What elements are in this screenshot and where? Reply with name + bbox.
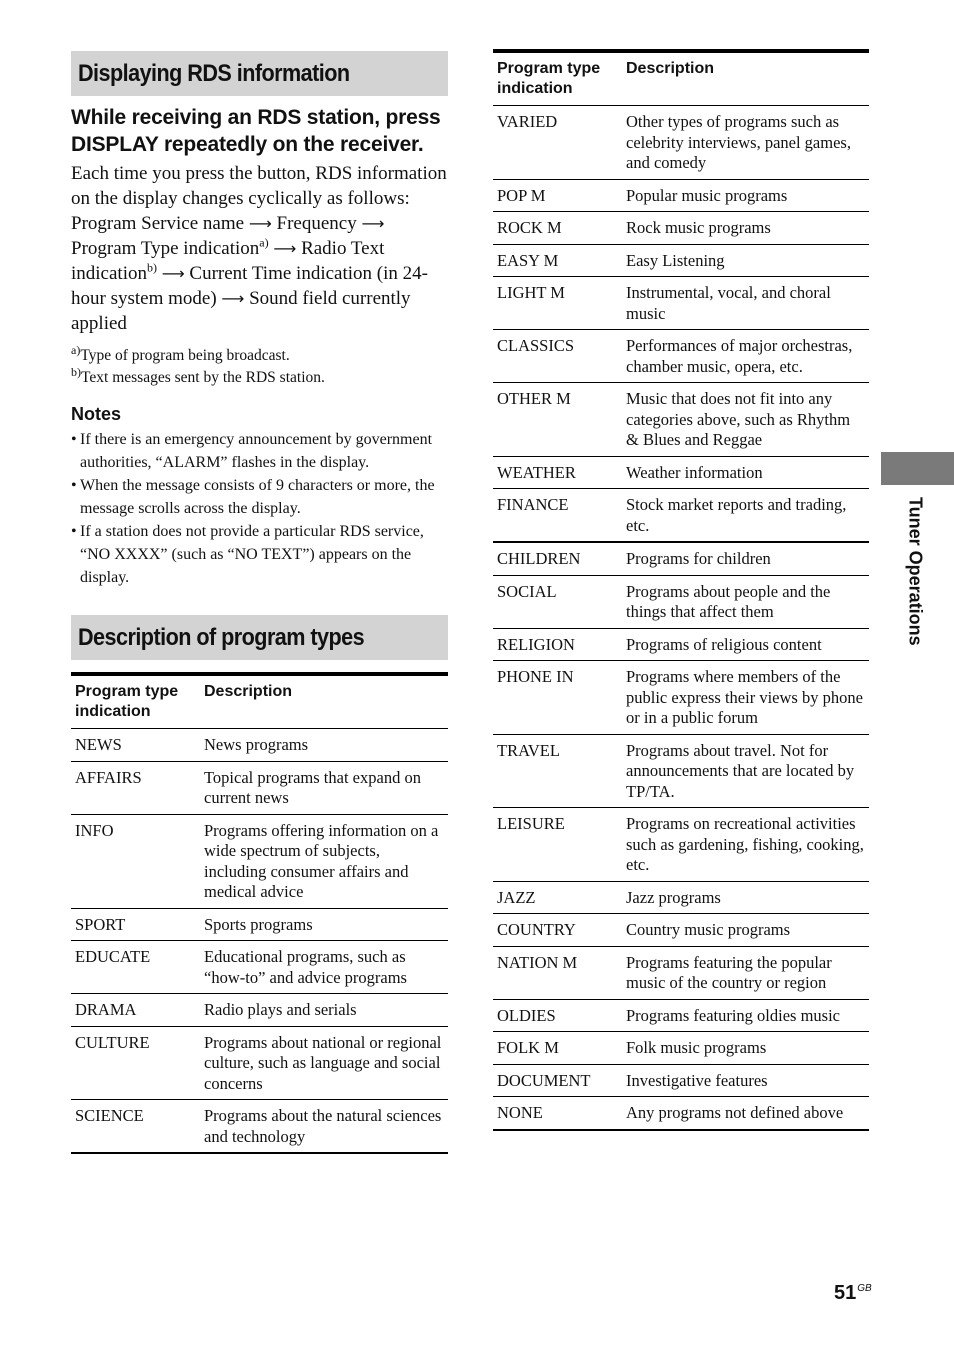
table-row [493, 106, 869, 180]
program-type-code: DRAMA [71, 994, 200, 1027]
section-banner-rds [71, 51, 448, 96]
seq-item-6: Sound field currently applied [71, 288, 411, 334]
table-row [493, 542, 869, 575]
table-row [493, 661, 869, 735]
table-row [71, 994, 448, 1027]
program-type-code: LIGHT M [493, 277, 622, 330]
program-type-code: RELIGION [493, 628, 622, 661]
section-banner-program-types [71, 615, 448, 660]
table-row [71, 729, 448, 762]
notes-list [71, 428, 448, 589]
program-type-description: Programs where members of the public express their views by phone or in a public forum [622, 661, 869, 735]
right-column [493, 49, 869, 1131]
table-row [493, 575, 869, 628]
program-type-code: PHONE IN [493, 661, 622, 735]
section-title-rds: Displaying RDS information [78, 59, 350, 87]
program-type-code: SCIENCE [71, 1100, 200, 1154]
arrow-icon: ⟶ [361, 214, 385, 233]
program-type-description: News programs [200, 729, 448, 762]
table-row [71, 761, 448, 814]
footnote-b: $^{b)}$Text messages sent by the RDS station. [71, 364, 325, 386]
side-tab-marker [881, 452, 954, 485]
program-type-code: OTHER M [493, 383, 622, 457]
table-row [493, 1097, 869, 1130]
table-row [493, 628, 869, 661]
table-body-left [71, 729, 448, 1154]
program-type-description: Programs about travel. Not for announcements that are located by TP/TA. [622, 734, 869, 808]
program-type-code: EASY M [493, 244, 622, 277]
program-type-code: LEISURE [493, 808, 622, 882]
program-type-description: Stock market reports and trading, etc. [622, 489, 869, 543]
arrow-icon: ⟶ [248, 214, 272, 233]
program-type-code: OLDIES [493, 999, 622, 1032]
program-type-description: Popular music programs [622, 179, 869, 212]
table-row [493, 212, 869, 245]
table-row [493, 808, 869, 882]
program-type-description: Programs about the natural sciences and technology [200, 1100, 448, 1154]
program-type-description: Programs about national or regional culture, such as language and social concerns [200, 1026, 448, 1100]
program-type-description: Easy Listening [622, 244, 869, 277]
note-item: • If there is an emergency announcement by government authorities, “ALARM” flashes in the display. [71, 428, 448, 474]
footnote-a: $^{a)}$Type of program being broadcast. [71, 342, 290, 364]
program-type-code: NATION M [493, 946, 622, 999]
program-type-description: Country music programs [622, 914, 869, 947]
table-row [493, 179, 869, 212]
program-types-table-right [493, 49, 869, 1131]
program-type-code: SPORT [71, 908, 200, 941]
intro-paragraph [71, 161, 448, 336]
program-type-description: Music that does not fit into any categories above, such as Rhythm & Blues and Reggae [622, 383, 869, 457]
table-row [71, 1026, 448, 1100]
page-number: $51^{GB}$ [834, 1282, 872, 1304]
program-type-code: SOCIAL [493, 575, 622, 628]
table-body-right [493, 106, 869, 1130]
seq-item-1: Program Service name [71, 213, 245, 234]
program-type-description: Investigative features [622, 1064, 869, 1097]
program-type-code: VARIED [493, 106, 622, 180]
program-type-description: Jazz programs [622, 881, 869, 914]
program-type-code: NEWS [71, 729, 200, 762]
col-header-indication: Program type indication [71, 674, 200, 729]
side-tab-label: Tuner Operations [905, 497, 926, 646]
col-header-indication: Program type indication [493, 51, 622, 106]
program-type-description: Topical programs that expand on current news [200, 761, 448, 814]
program-type-code: CULTURE [71, 1026, 200, 1100]
program-type-description: Programs for children [622, 542, 869, 575]
program-type-code: FINANCE [493, 489, 622, 543]
program-type-code: COUNTRY [493, 914, 622, 947]
arrow-icon: ⟶ [161, 264, 185, 283]
seq-item-4: Radio Text indication [71, 238, 385, 284]
program-type-code: NONE [493, 1097, 622, 1130]
footnote-ref-a: a) [259, 235, 269, 250]
program-type-code: ROCK M [493, 212, 622, 245]
program-type-description: Programs about people and the things that affect them [622, 575, 869, 628]
col-header-description: Description [200, 674, 448, 729]
left-column [71, 51, 448, 1154]
section-title-program-types: Description of program types [78, 623, 365, 651]
table-row [493, 330, 869, 383]
table-row [493, 277, 869, 330]
program-type-code: WEATHER [493, 456, 622, 489]
program-type-description: Programs featuring the popular music of the country or region [622, 946, 869, 999]
table-row [493, 456, 869, 489]
program-type-description: Programs on recreational activities such as gardening, fishing, cooking, etc. [622, 808, 869, 882]
program-type-description: Weather information [622, 456, 869, 489]
program-type-description: Programs featuring oldies music [622, 999, 869, 1032]
table-row [493, 489, 869, 543]
table-row [71, 1100, 448, 1154]
footnote-ref-b: b) [146, 260, 157, 275]
program-type-description: Sports programs [200, 908, 448, 941]
program-type-description: Radio plays and serials [200, 994, 448, 1027]
table-row [71, 908, 448, 941]
note-item: • If a station does not provide a particular RDS service, “NO XXXX” (such as “NO TEXT”) appears on the display. [71, 520, 448, 589]
arrow-icon: ⟶ [273, 239, 297, 258]
table-row [493, 244, 869, 277]
col-header-description: Description [622, 51, 869, 106]
page-suffix: GB [857, 1283, 872, 1295]
intro-text: Each time you press the button, RDS information on the display changes cyclically as follows: [71, 163, 447, 209]
program-type-code: CLASSICS [493, 330, 622, 383]
seq-item-2: Frequency [276, 213, 357, 234]
program-type-description: Folk music programs [622, 1032, 869, 1065]
program-type-description: Educational programs, such as “how-to” and advice programs [200, 941, 448, 994]
table-row [493, 914, 869, 947]
footnotes [71, 342, 448, 389]
table-row [493, 734, 869, 808]
table-row [493, 999, 869, 1032]
program-type-description: Programs offering information on a wide spectrum of subjects, including consumer affairs and medical advice [200, 814, 448, 908]
step-heading: While receiving an RDS station, press DISPLAY repeatedly on the receiver. [71, 106, 441, 156]
program-type-code: FOLK M [493, 1032, 622, 1065]
program-types-table-left [71, 672, 448, 1154]
program-type-description: Programs of religious content [622, 628, 869, 661]
notes-title: Notes [71, 404, 122, 424]
table-row [493, 1032, 869, 1065]
program-type-description: Performances of major orchestras, chamber music, opera, etc. [622, 330, 869, 383]
arrow-icon: ⟶ [221, 289, 245, 308]
program-type-code: JAZZ [493, 881, 622, 914]
program-type-code: AFFAIRS [71, 761, 200, 814]
program-type-code: EDUCATE [71, 941, 200, 994]
program-type-description: Any programs not defined above [622, 1097, 869, 1130]
program-type-code: DOCUMENT [493, 1064, 622, 1097]
program-type-code: INFO [71, 814, 200, 908]
table-row [493, 881, 869, 914]
program-type-code: TRAVEL [493, 734, 622, 808]
table-row [493, 946, 869, 999]
table-row [493, 1064, 869, 1097]
table-row [71, 941, 448, 994]
program-type-code: POP M [493, 179, 622, 212]
program-type-description: Rock music programs [622, 212, 869, 245]
table-row [493, 383, 869, 457]
table-row [71, 814, 448, 908]
seq-item-3: Program Type indication [71, 238, 260, 259]
seq-item-5: Current Time indication (in 24-hour system mode) [71, 263, 428, 309]
note-item: • When the message consists of 9 characters or more, the message scrolls across the display. [71, 474, 448, 520]
program-type-description: Other types of programs such as celebrity interviews, panel games, and comedy [622, 106, 869, 180]
program-type-description: Instrumental, vocal, and choral music [622, 277, 869, 330]
program-type-code: CHILDREN [493, 542, 622, 575]
